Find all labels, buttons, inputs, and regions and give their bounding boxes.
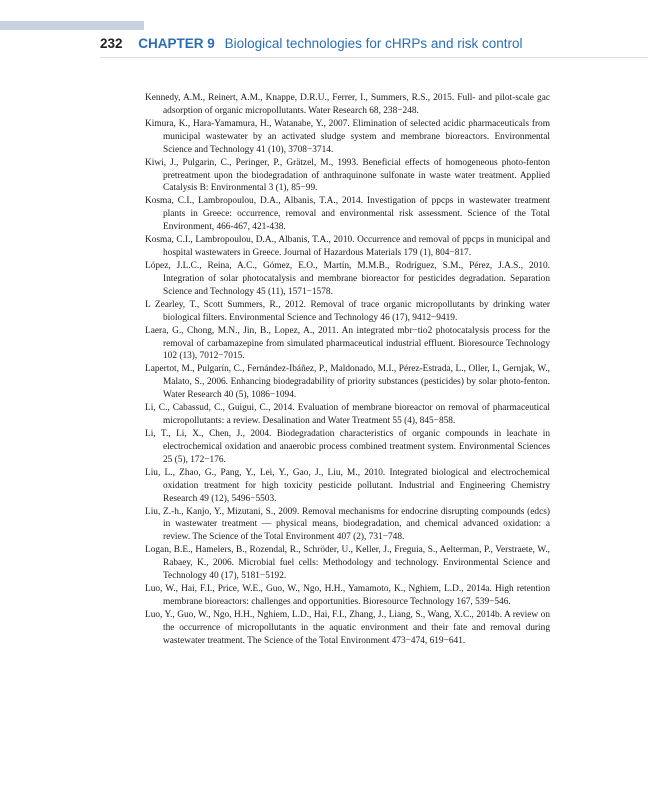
reference-entry-li-2014: Li, C., Cabassud, C., Guigui, C., 2014. Evaluation of membrane bioreactor on removal of pharmaceutical micropollutants: a review. Desalination and Water Treatment 55 (4), 845−858. bbox=[145, 403, 550, 427]
chapter-title: Biological technologies for cHRPs and risk control bbox=[224, 36, 523, 51]
reference-entry-li-2004: Li, T., Li, X., Chen, J., 2004. Biodegradation characteristics of organic compounds in leachate in electrochemical oxidation and anaerobic process combined treatment system. Environmental Sciences 25 (5), 172−176. bbox=[145, 428, 550, 465]
reference-entry-lopez-2010: López, J.L.C., Reina, A.C., Gómez, E.O., Martín, M.M.B., Rodríguez, S.M., Pérez, J.A.S., 2010. Integration of solar photocatalysis and membrane bioreactor for pesticides degradation. Separation Science and Technology 45 (11), 1571−1578. bbox=[145, 260, 550, 297]
reference-list bbox=[145, 92, 550, 648]
reference-entry-kiwi-1993: Kiwi, J., Pulgarin, C., Peringer, P., Grätzel, M., 1993. Beneficial effects of homogeneous photo-fenton pretreatment upon the biodegradation of anthraquinone sulfonate in waste water treatment. Applied Catalysis B: Environmental 3 (1), 85−99. bbox=[145, 157, 550, 194]
header-rule bbox=[100, 57, 648, 58]
reference-entry-lapertot-2006: Lapertot, M., Pulgarín, C., Fernández-Ibáñez, P., Maldonado, M.I., Pérez-Estrada, L., Oller, I., Gernjak, W., Malato, S., 2006. Enhancing biodegradability of priority substances (pesticides) by solar photo-fenton. Water Research 40 (5), 1086−1094. bbox=[145, 364, 550, 401]
reference-entry-kimura-2007: Kimura, K., Hara-Yamamura, H., Watanabe, Y., 2007. Elimination of selected acidic pharmaceuticals from municipal wastewater by an activated sludge system and membrane bioreactors. Environmental Science and Technology 41 (10), 3708−3714. bbox=[145, 118, 550, 155]
reference-entry-luo-2014a: Luo, W., Hai, F.I., Price, W.E., Guo, W., Ngo, H.H., Yamamoto, K., Nghiem, L.D., 2014a. High retention membrane bioreactors: challenges and opportunities. Bioresource Technology 167, 539−546. bbox=[145, 584, 550, 607]
reference-entry-laera-2011: Laera, G., Chong, M.N., Jin, B., Lopez, A., 2011. An integrated mbr−tio2 photocatalysis process for the removal of carbamazepine from simulated pharmaceutical industrial effluent. Bioresource Technology 102 (13), 7012−7015. bbox=[145, 325, 550, 362]
reference-entry-kennedy-2015: Kennedy, A.M., Reinert, A.M., Knappe, D.R.U., Ferrer, I., Summers, R.S., 2015. Full- and pilot-scale gac adsorption of organic micropollutants. Water Research 68, 238−248. bbox=[145, 93, 550, 116]
header-accent-bar bbox=[0, 21, 144, 30]
page-number: 232 bbox=[100, 36, 123, 51]
reference-entry-liu-2009: Liu, Z.-h., Kanjo, Y., Mizutani, S., 2009. Removal mechanisms for endocrine disrupting compounds (edcs) in wastewater treatment — physical means, biodegradation, and chemical advanced oxidation: a review. The Science of the Total Environment 407 (2), 731−748. bbox=[145, 506, 550, 543]
reference-entry-kosma-2014: Kosma, C.I., Lambropoulou, D.A., Albanis, T.A., 2014. Investigation of ppcps in wastewater treatment plants in Greece: occurrence, removal and environmental risk assessment. Science of the Total Environment, 466-467, 421-438. bbox=[145, 196, 550, 233]
running-header bbox=[100, 35, 522, 53]
chapter-label: CHAPTER 9 bbox=[138, 36, 215, 51]
reference-entry-luo-2014b: Luo, Y., Guo, W., Ngo, H.H., Nghiem, L.D., Hai, F.I., Zhang, J., Liang, S., Wang, X.C., 2014b. A review on the occurrence of micropollutants in the aquatic environment and their fate and removal during wastewater treatment. The Science of the Total Environment 473−474, 619−641. bbox=[145, 609, 550, 646]
reference-entry-liu-2010: Liu, L., Zhao, G., Pang, Y., Lei, Y., Gao, J., Liu, M., 2010. Integrated biological and electrochemical oxidation treatment for high toxicity pesticide pollutant. Industrial and Engineering Chemistry Research 49 (12), 5496−5503. bbox=[145, 467, 550, 504]
reference-entry-zearley-2012: L Zearley, T., Scott Summers, R., 2012. Removal of trace organic micropollutants by drinking water biological filters. Environmental Science and Technology 46 (17), 9412−9419. bbox=[145, 299, 550, 323]
reference-entry-kosma-2010: Kosma, C.I., Lambropoulou, D.A., Albanis, T.A., 2010. Occurrence and removal of ppcps in municipal and hospital wastewaters in Greece. Journal of Hazardous Materials 179 (1), 804−817. bbox=[145, 235, 550, 259]
reference-entry-logan-2006: Logan, B.E., Hamelers, B., Rozendal, R., Schröder, U., Keller, J., Freguia, S., Aelterman, P., Verstraete, W., Rabaey, K., 2006. Microbial fuel cells: Methodology and technology. Environmental Science and Technology 40 (17), 5181−5192. bbox=[145, 545, 550, 582]
